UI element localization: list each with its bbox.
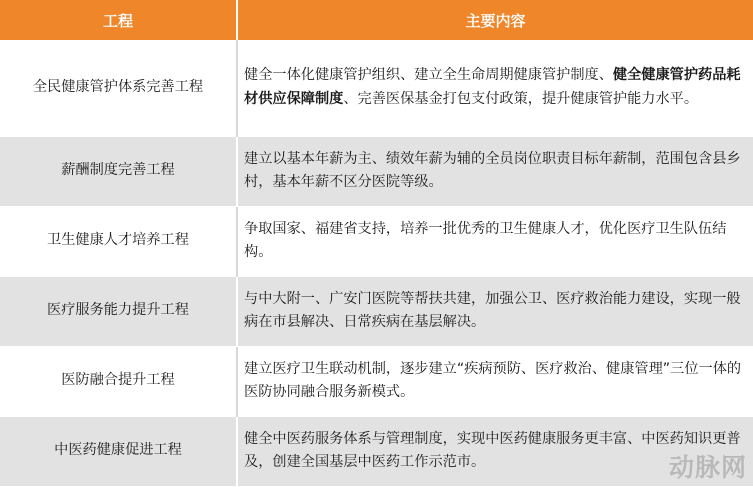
project-name: 医防融合提升工程 (0, 346, 237, 416)
project-name: 医疗服务能力提升工程 (0, 276, 237, 346)
project-description: 争取国家、福建省支持，培养一批优秀的卫生健康人才，优化医疗卫生队伍结构。 (237, 206, 753, 276)
table-row (0, 416, 753, 486)
project-description: 健全中医药服务体系与管理制度，实现中医药健康服务更丰富、中医药知识更普及，创建全国基层中医药工作示范市。 (237, 416, 753, 486)
table-row (0, 136, 753, 206)
project-description: 与中大附一、广安门医院等帮扶共建，加强公卫、医疗救治能力建设，实现一般病在市县解决、日常疾病在基层解决。 (237, 276, 753, 346)
project-name: 卫生健康人才培养工程 (0, 206, 237, 276)
header-main-content: 主要内容 (237, 0, 753, 40)
table-header-row (0, 0, 753, 40)
project-description: 建立以基本年薪为主、绩效年薪为辅的全员岗位职责目标年薪制，范围包含县乡村，基本年薪不区分医院等级。 (237, 136, 753, 206)
description-bold-text: 健全健康管护药品耗材供应保障制度 (244, 67, 741, 107)
project-name: 中医药健康促进工程 (0, 416, 237, 486)
project-name: 薪酬制度完善工程 (0, 136, 237, 206)
project-description (237, 40, 753, 136)
project-description: 建立医疗卫生联动机制，逐步建立“疾病预防、医疗救治、健康管理”三位一体的医防协同融合服务新模式。 (237, 346, 753, 416)
description-text: 健全一体化健康管护组织、建立全生命周期健康管护制度、 (244, 67, 613, 84)
table-row (0, 206, 753, 276)
table-row (0, 346, 753, 416)
watermark-logo: 动脉网 (668, 453, 747, 482)
table-row (0, 40, 753, 136)
description-text: 、完善医保基金打包支付政策，提升健康管护能力水平。 (343, 90, 699, 107)
table-row (0, 276, 753, 346)
header-project: 工程 (0, 0, 237, 40)
project-name: 全民健康管护体系完善工程 (0, 40, 237, 136)
